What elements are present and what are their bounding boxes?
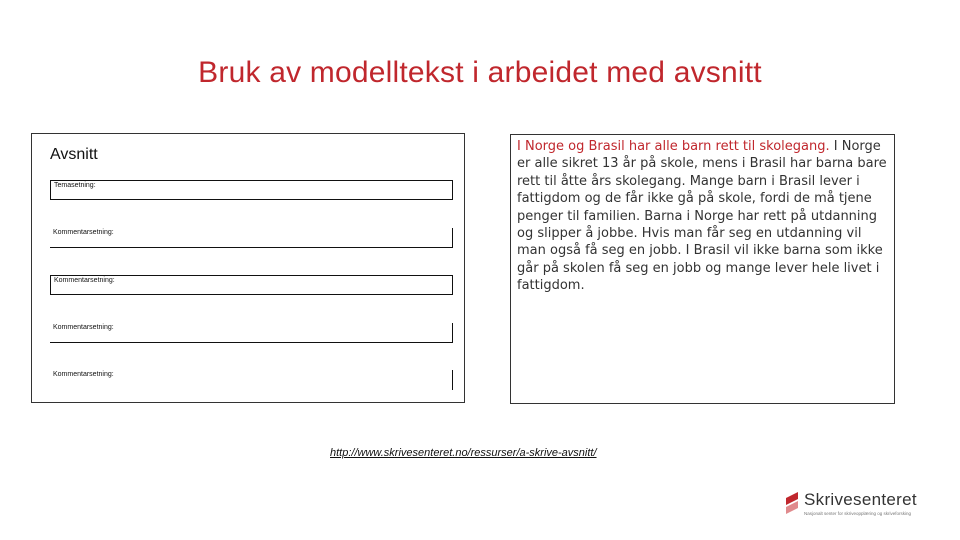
skrivesenteret-logo <box>784 490 934 520</box>
comment-sentence-field <box>50 323 453 343</box>
topic-sentence-field <box>50 180 453 200</box>
source-link[interactable]: http://www.skrivesenteret.no/ressurser/a-skrive-avsnitt/ <box>330 447 597 459</box>
model-text-body: I Norge er alle sikret 13 år på skole, mens i Brasil har barna bare rett til åtte års skolegang. Mange barn i Brasil lever i fattigdom og de får ikke gå på skole, fordi de må tjene penger til familien. Barna i Norge har rett på utdanning og slipper å jobbe. Hvis man får seg en utdanning vil man også få seg en jobb. I Brasil vil ikke barna som ikke går på skolen få seg en jobb og mange lever hele livet i fattigdom. <box>517 139 887 294</box>
field-label: Temasetning: <box>54 182 96 189</box>
field-label: Kommentarsetning: <box>53 229 114 236</box>
page-title: Bruk av modelltekst i arbeidet med avsnitt <box>198 56 762 89</box>
field-label: Kommentarsetning: <box>53 371 114 378</box>
paragraph-template-panel <box>31 133 465 403</box>
logo-name: Skrivesenteret <box>804 490 917 509</box>
field-label: Kommentarsetning: <box>54 277 115 284</box>
template-heading: Avsnitt <box>50 146 98 163</box>
comment-sentence-field <box>50 228 453 248</box>
field-label: Kommentarsetning: <box>53 324 114 331</box>
comment-sentence-field <box>50 370 453 390</box>
model-text-panel <box>510 134 895 404</box>
topic-sentence: I Norge og Brasil har alle barn rett til skolegang. <box>517 139 830 154</box>
logo-subtitle: Nasjonalt senter for skriveopplæring og skriveforsking <box>804 511 912 516</box>
logo-mark-icon <box>784 490 800 516</box>
comment-sentence-field <box>50 275 453 295</box>
